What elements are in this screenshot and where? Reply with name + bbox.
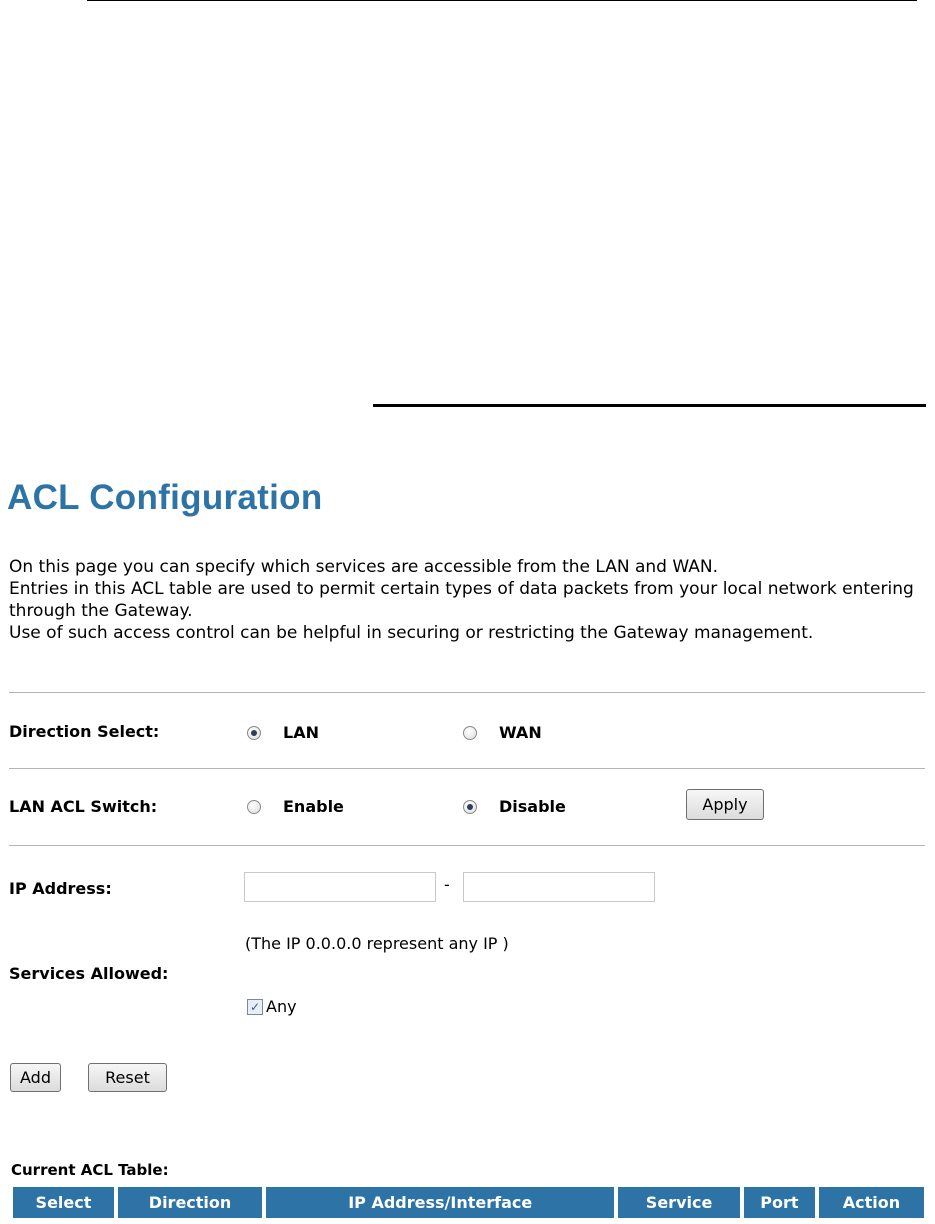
acl-table-title: Current ACL Table:	[11, 1161, 169, 1179]
acl-table-header-row	[13, 1187, 924, 1218]
acl-switch-label: LAN ACL Switch:	[9, 797, 158, 816]
page-description	[9, 556, 924, 644]
ip-range-separator: -	[444, 875, 450, 894]
column-header-service: Service	[618, 1187, 740, 1218]
add-button[interactable]: Add	[10, 1063, 61, 1092]
ip-start-input[interactable]	[244, 872, 436, 902]
direction-lan-radio[interactable]	[247, 726, 261, 740]
description-line: Use of such access control can be helpful in securing or restricting the Gateway management.	[9, 623, 814, 643]
page-title: ACL Configuration	[7, 478, 323, 517]
description-line: Entries in this ACL table are used to permit certain types of data packets from your local network entering through the Gateway.	[9, 579, 914, 621]
direction-select-label: Direction Select:	[9, 722, 160, 741]
ip-address-label: IP Address:	[9, 879, 112, 898]
any-service-option[interactable]	[247, 997, 297, 1016]
header-divider	[373, 404, 926, 407]
acl-disable-label: Disable	[499, 797, 566, 816]
description-line: On this page you can specify which services are accessible from the LAN and WAN.	[9, 557, 719, 577]
column-header-direction: Direction	[118, 1187, 262, 1218]
top-rule	[87, 0, 917, 1]
column-header-action: Action	[819, 1187, 924, 1218]
direction-lan-label: LAN	[283, 723, 319, 742]
section-divider	[9, 692, 925, 693]
direction-wan-option[interactable]	[463, 723, 542, 742]
acl-disable-radio[interactable]	[463, 800, 477, 814]
reset-button[interactable]: Reset	[88, 1063, 167, 1092]
column-header-port: Port	[744, 1187, 815, 1218]
any-service-label: Any	[266, 997, 297, 1016]
column-header-ip-address: IP Address/Interface	[266, 1187, 614, 1218]
section-divider	[9, 768, 925, 769]
any-service-checkbox[interactable]: ✓	[247, 999, 263, 1015]
column-header-select: Select	[13, 1187, 114, 1218]
direction-wan-label: WAN	[499, 723, 542, 742]
services-allowed-label: Services Allowed:	[9, 964, 169, 983]
ip-end-input[interactable]	[463, 872, 655, 902]
direction-lan-option[interactable]	[247, 723, 319, 742]
section-divider	[9, 845, 925, 846]
acl-enable-label: Enable	[283, 797, 344, 816]
acl-enable-option[interactable]	[247, 797, 344, 816]
acl-table	[9, 1187, 928, 1218]
apply-button[interactable]: Apply	[686, 789, 764, 820]
acl-disable-option[interactable]	[463, 797, 566, 816]
ip-note: (The IP 0.0.0.0 represent any IP )	[245, 934, 509, 953]
acl-enable-radio[interactable]	[247, 800, 261, 814]
direction-wan-radio[interactable]	[463, 726, 477, 740]
